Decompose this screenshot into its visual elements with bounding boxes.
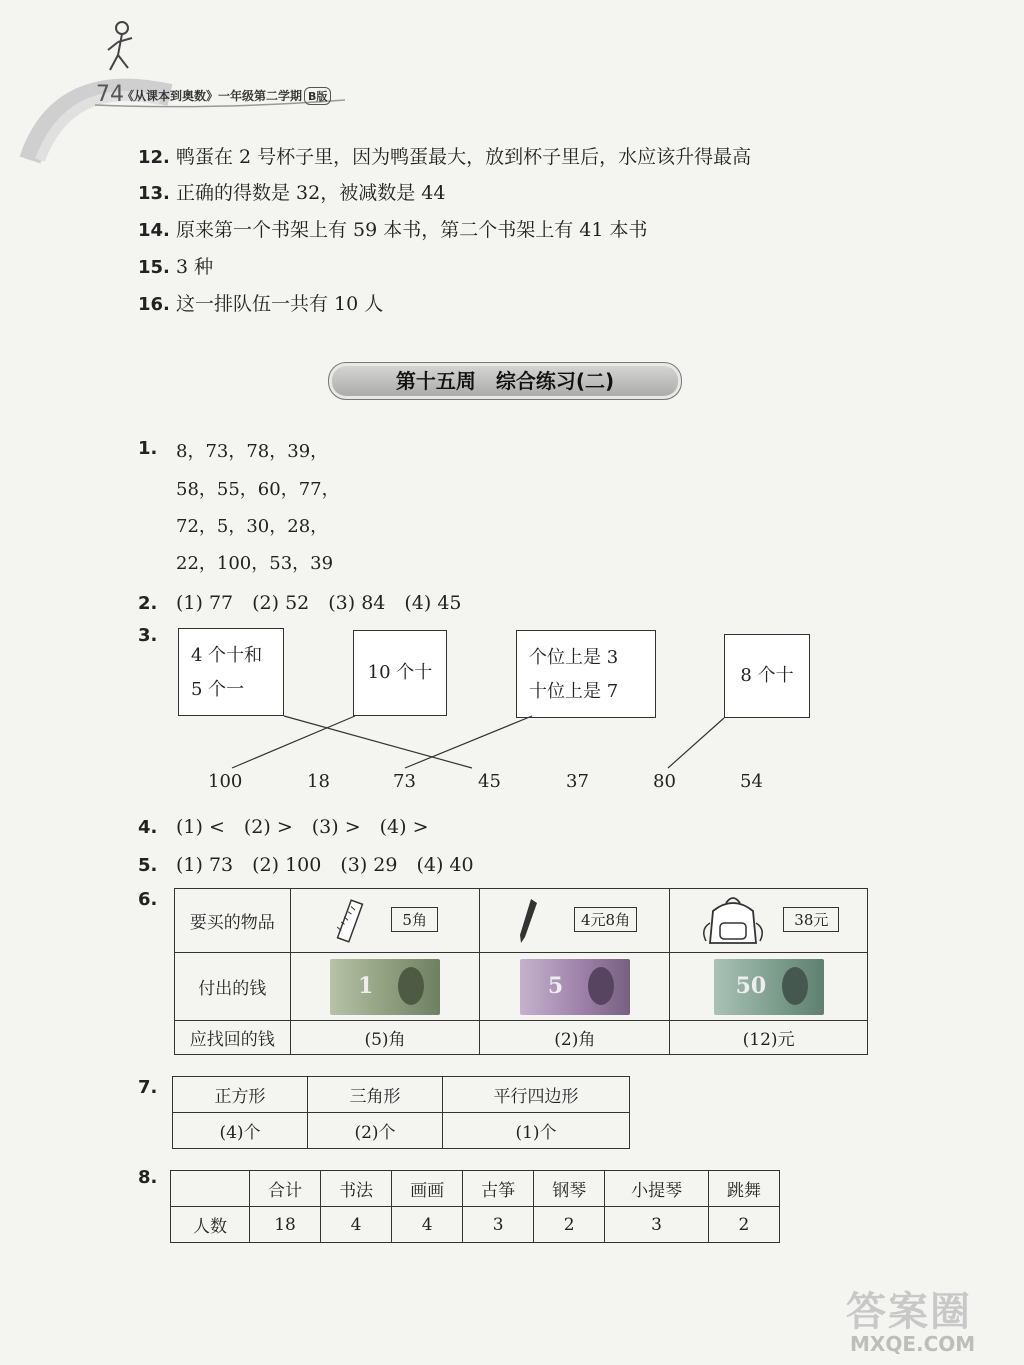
pen-icon: [513, 895, 543, 947]
value-cell: 3: [463, 1207, 534, 1243]
q7-number-wrap: [138, 1076, 176, 1098]
portrait-shape: [782, 967, 808, 1005]
match-line: [232, 716, 355, 768]
q3-number: 18: [307, 771, 330, 792]
q5-line: [138, 850, 474, 877]
header-cell: 小提琴: [605, 1171, 709, 1207]
box-line: 个位上是 3: [529, 647, 619, 668]
q1-row: 8，73，78，39，: [176, 441, 329, 462]
section-title-banner: 第十五周 综合练习(二): [328, 362, 682, 400]
value-cell: (4)个: [173, 1113, 308, 1149]
question-number: 6.: [138, 889, 158, 910]
table-row: [171, 1171, 780, 1207]
match-line: [405, 716, 532, 768]
header-cell: 三角形: [308, 1077, 443, 1113]
q1-row: 72，5，30，28，: [176, 516, 329, 537]
answer-text: 3 种: [176, 256, 214, 278]
value-cell: (2)个: [308, 1113, 443, 1149]
q1-row: 22，100，53，39: [176, 553, 334, 574]
header-cell: 古筝: [463, 1171, 534, 1207]
header-cell: 合计: [250, 1171, 321, 1207]
q3-number: 80: [653, 771, 676, 792]
backpack-icon: [698, 893, 768, 949]
watermark-logo: 答案圈: [846, 1289, 972, 1335]
question-number: 13.: [138, 183, 170, 204]
question-number: 3.: [138, 625, 158, 646]
table-row: [173, 1113, 630, 1149]
item-cell: [480, 889, 670, 953]
price-tag: 5角: [391, 907, 438, 932]
question-number: 1.: [138, 438, 158, 459]
q3-box-4: 8 个十: [724, 634, 810, 718]
match-line: [668, 718, 724, 768]
question-number: 14.: [138, 220, 170, 241]
portrait-shape: [588, 967, 614, 1005]
value-cell: 2: [708, 1207, 779, 1243]
row-label: 要买的物品: [175, 889, 291, 953]
question-number: 15.: [138, 257, 170, 278]
header-cell: 平行四边形: [443, 1077, 630, 1113]
q1-row: 58，55，60，77，: [176, 479, 340, 500]
value-cell: 4: [321, 1207, 392, 1243]
item-cell: [290, 889, 480, 953]
q8-table: [170, 1170, 780, 1243]
table-row: [173, 1077, 630, 1113]
bill-value: 50: [735, 972, 767, 999]
header-cell: [171, 1171, 250, 1207]
value-cell: 4: [392, 1207, 463, 1243]
price-tag: 4元8角: [574, 907, 637, 932]
bill-value: 1: [357, 972, 374, 999]
row-label: 付出的钱: [175, 953, 291, 1021]
q6-table: [174, 888, 868, 1055]
row-label: 人数: [171, 1207, 250, 1243]
table-row: [175, 889, 868, 953]
q3-number: 73: [393, 771, 416, 792]
box-line: 5 个一: [191, 679, 245, 700]
question-number: 16.: [138, 294, 170, 315]
page-number: 74: [96, 82, 124, 107]
match-line: [284, 716, 472, 768]
q4-line: [138, 812, 429, 839]
question-number: 12.: [138, 147, 170, 168]
one-yuan-bill-icon: [330, 959, 440, 1015]
table-row: [175, 1021, 868, 1055]
question-number: 7.: [138, 1077, 158, 1098]
price-tag: 38元: [783, 907, 839, 932]
header-cell: 书法: [321, 1171, 392, 1207]
header-cell: 钢琴: [534, 1171, 605, 1207]
q3-number: 54: [740, 771, 763, 792]
bill-cell: [670, 953, 868, 1021]
table-row: [171, 1207, 780, 1243]
ruler-icon: [332, 897, 368, 945]
q3-number: 100: [208, 771, 243, 792]
fifty-yuan-bill-icon: [714, 959, 824, 1015]
header-cell: 跳舞: [708, 1171, 779, 1207]
row-label: 应找回的钱: [175, 1021, 291, 1055]
header-cell: 正方形: [173, 1077, 308, 1113]
table-row: [175, 953, 868, 1021]
bill-value: 5: [547, 972, 564, 999]
edition-badge: B版: [304, 87, 331, 105]
answer-text: (1) 73 (2) 100 (3) 29 (4) 40: [176, 854, 474, 876]
answer-text: (1) < (2) > (3) > (4) >: [176, 816, 429, 838]
answer-text: 鸭蛋在 2 号杯子里，因为鸭蛋最大，放到杯子里后，水应该升得最高: [176, 146, 752, 168]
book-title-text: 《从课本到奥数》一年级第二学期: [122, 89, 303, 103]
question-number: 2.: [138, 593, 158, 614]
value-cell: 2: [534, 1207, 605, 1243]
portrait-shape: [398, 967, 424, 1005]
change-cell: (2)角: [480, 1021, 670, 1055]
q3-number: 37: [566, 771, 589, 792]
item-cell: [670, 889, 868, 953]
header-cell: 画画: [392, 1171, 463, 1207]
bill-cell: [480, 953, 670, 1021]
box-line: 4 个十和: [191, 645, 263, 666]
change-cell: (12)元: [670, 1021, 868, 1055]
answer-text: (1) 77 (2) 52 (3) 84 (4) 45: [176, 592, 462, 614]
box-line: 十位上是 7: [529, 681, 619, 702]
answer-text: 这一排队伍一共有 10 人: [176, 293, 384, 315]
q3-number: 45: [478, 771, 501, 792]
value-cell: 3: [605, 1207, 709, 1243]
value-cell: (1)个: [443, 1113, 630, 1149]
value-cell: 18: [250, 1207, 321, 1243]
question-number: 4.: [138, 817, 158, 838]
answer-text: 正确的得数是 32，被减数是 44: [176, 182, 446, 204]
q7-table: [172, 1076, 630, 1149]
q6-number-wrap: [138, 888, 176, 910]
answer-text: 原来第一个书架上有 59 本书，第二个书架上有 41 本书: [176, 219, 648, 241]
question-number: 8.: [138, 1167, 158, 1188]
q3-box-2: 10 个十: [353, 630, 447, 716]
bill-cell: [290, 953, 480, 1021]
change-cell: (5)角: [290, 1021, 480, 1055]
five-yuan-bill-icon: [520, 959, 630, 1015]
question-number: 5.: [138, 855, 158, 876]
watermark-url: MXQE.COM: [850, 1332, 976, 1356]
